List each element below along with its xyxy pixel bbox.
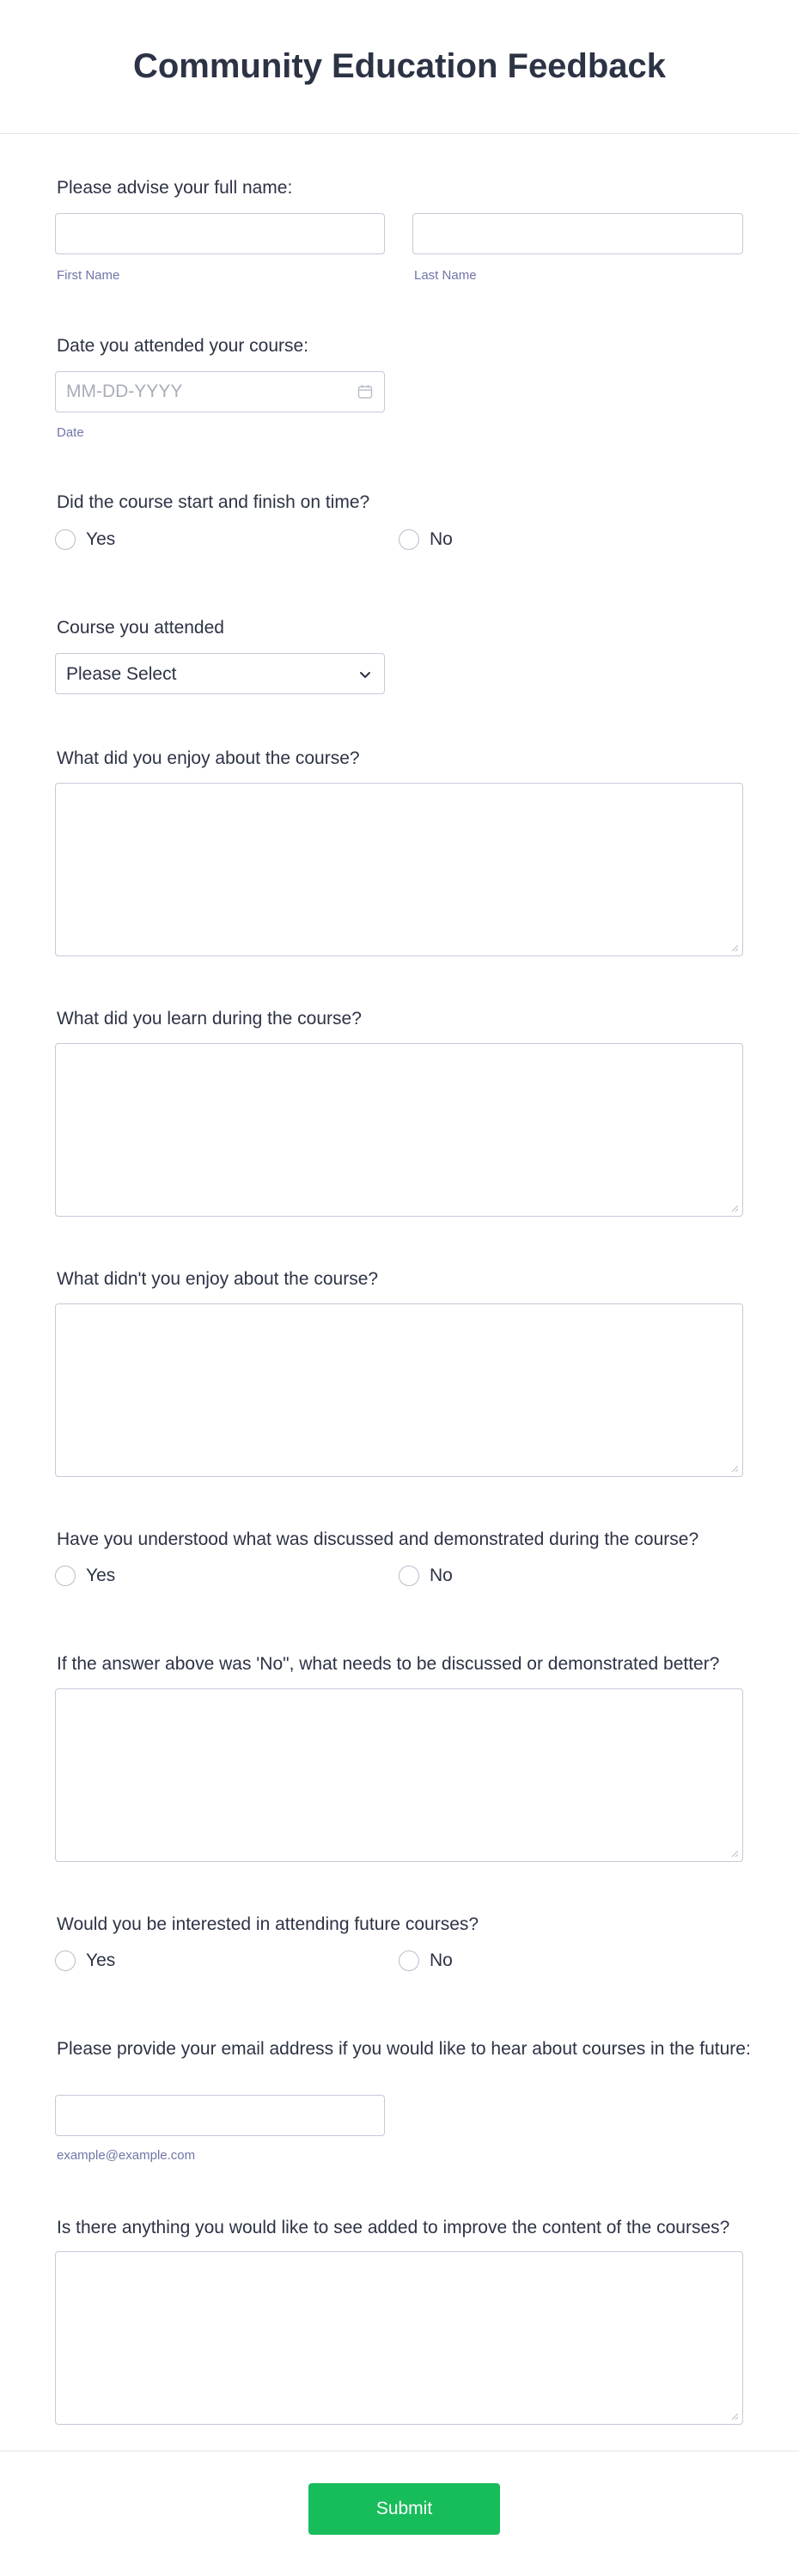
future-question-label: Would you be interested in attending future courses? <box>57 1914 479 1934</box>
enjoy-textarea[interactable] <box>55 783 743 956</box>
resize-grip-icon[interactable] <box>730 1849 739 1858</box>
resize-grip-icon[interactable] <box>730 943 739 952</box>
last-name-input[interactable] <box>412 213 743 254</box>
radio-circle[interactable] <box>55 1950 76 1971</box>
last-name-sublabel: Last Name <box>414 268 477 283</box>
name-question-label: Please advise your full name: <box>57 178 293 198</box>
radio-circle[interactable] <box>55 529 76 550</box>
enjoy-question-label: What did you enjoy about the course? <box>57 748 360 768</box>
email-input[interactable] <box>55 2095 385 2136</box>
resize-grip-icon[interactable] <box>730 2412 739 2420</box>
resize-grip-icon[interactable] <box>730 1464 739 1473</box>
date-input[interactable] <box>55 371 385 412</box>
improve-demo-question-label: If the answer above was 'No", what needs to be discussed or demonstrated better? <box>57 1654 720 1674</box>
learn-textarea[interactable] <box>55 1043 743 1217</box>
on-time-yes-radio[interactable] <box>55 528 115 552</box>
calendar-icon[interactable] <box>357 384 373 400</box>
chevron-down-icon <box>358 668 372 681</box>
date-sublabel: Date <box>57 425 84 440</box>
understood-yes-radio[interactable] <box>55 1564 115 1588</box>
form-header <box>0 0 799 134</box>
content-question-label: Is there anything you would like to see added to improve the content of the courses? <box>57 2218 730 2237</box>
not-enjoy-textarea[interactable] <box>55 1303 743 1477</box>
radio-circle[interactable] <box>399 1566 419 1586</box>
on-time-question-label: Did the course start and finish on time? <box>57 492 370 512</box>
course-question-label: Course you attended <box>57 618 224 638</box>
radio-circle[interactable] <box>399 529 419 550</box>
form-title: Community Education Feedback <box>132 47 667 85</box>
on-time-no-radio[interactable] <box>399 528 453 552</box>
resize-grip-icon[interactable] <box>730 1204 739 1212</box>
understood-question-label: Have you understood what was discussed and demonstrated during the course? <box>57 1529 699 1549</box>
radio-label: Yes <box>86 1950 116 1970</box>
future-no-radio[interactable] <box>399 1949 453 1973</box>
radio-label: Yes <box>86 529 116 549</box>
submit-button[interactable]: Submit <box>308 2483 500 2535</box>
email-question-label: Please provide your email address if you would like to hear about courses in the future: <box>57 2039 751 2059</box>
radio-label: No <box>430 1566 453 1585</box>
improve-demo-textarea[interactable] <box>55 1688 743 1862</box>
radio-label: No <box>430 529 453 549</box>
email-sublabel: example@example.com <box>57 2148 196 2163</box>
radio-circle[interactable] <box>399 1950 419 1971</box>
radio-label: No <box>430 1950 453 1970</box>
first-name-input[interactable] <box>55 213 385 254</box>
first-name-sublabel: First Name <box>57 268 120 283</box>
radio-circle[interactable] <box>55 1566 76 1586</box>
course-select-value: Please Select <box>66 664 177 684</box>
not-enjoy-question-label: What didn't you enjoy about the course? <box>57 1269 379 1289</box>
learn-question-label: What did you learn during the course? <box>57 1009 362 1029</box>
understood-no-radio[interactable] <box>399 1564 453 1588</box>
course-select[interactable] <box>55 653 385 694</box>
content-textarea[interactable] <box>55 2251 743 2425</box>
date-field[interactable] <box>55 371 385 412</box>
date-question-label: Date you attended your course: <box>57 336 309 356</box>
future-yes-radio[interactable] <box>55 1949 115 1973</box>
radio-label: Yes <box>86 1566 116 1585</box>
